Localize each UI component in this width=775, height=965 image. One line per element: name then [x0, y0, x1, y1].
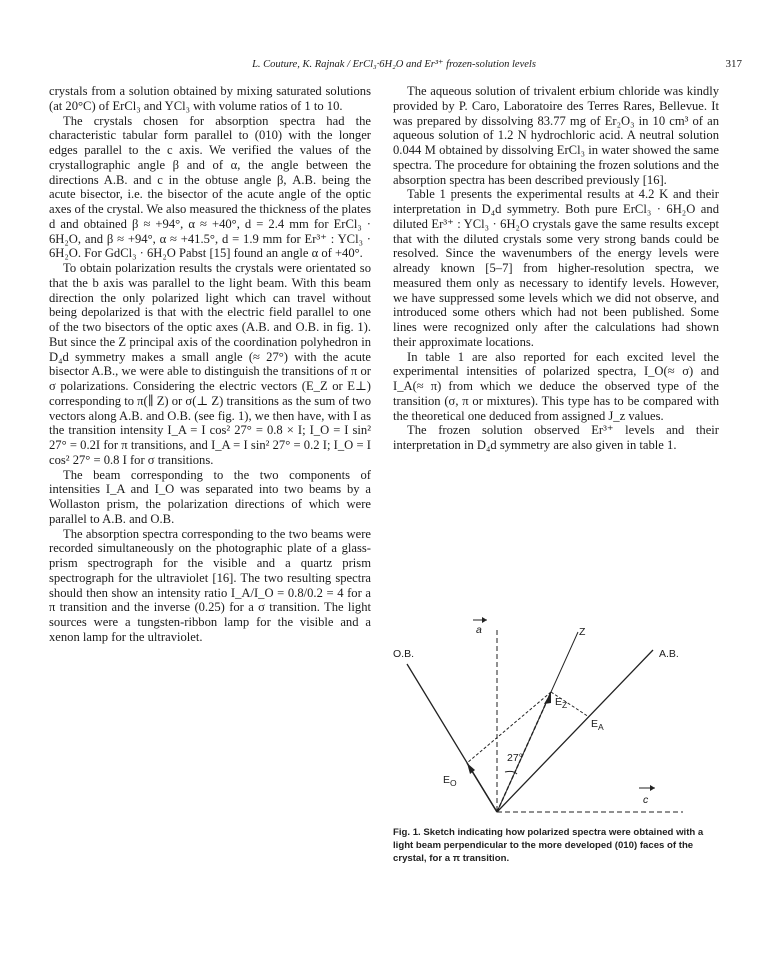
polarization-sketch: [393, 612, 723, 822]
ez-arrowhead: [544, 692, 551, 704]
eo-arrowhead: [467, 763, 475, 774]
page-header: [38, 58, 750, 74]
a-axis-label: a: [476, 624, 482, 636]
paragraph: The beam corresponding to the two components of intensities I_A and I_O was separated into two beams by a Wollaston prism, the polarization directions of which were parallel to A.B. and O.B.: [49, 467, 371, 526]
eo-label: $E_O$: [443, 774, 457, 789]
paragraph: The aqueous solution of trivalent erbium chloride was kindly provided by P. Caro, Laboratoire des Terres Rares, Bellevue. It was prepared by dissolving 83.77 mg of Er₂O₃ in 10 cm³ of an aqueous solution of 1.2 N hydrochloric acid. A neutral solution 0.044 M obtained by dissolving ErCl₃ in water showed the same spectra. The procedure for obtaining the frozen solutions and the absorption spectra has been described previously [16].: [393, 84, 719, 187]
ab-label: A.B.: [659, 648, 679, 660]
ez-label: $E_Z$: [555, 696, 568, 711]
running-head: L. Couture, K. Rajnak / ErCl₃·6H₂O and Er³⁺ frozen-solution levels: [252, 59, 536, 70]
z-axis-label: Z: [579, 626, 586, 638]
ob-label: O.B.: [393, 648, 415, 660]
angle-label: 27°: [507, 752, 523, 764]
paragraph: To obtain polarization results the crystals were orientated so that the b axis was parallel to the light beam. With this beam direction the only polarized light which can travel without being depolarized is that with the electric field parallel to one of the two bisectors of the optic axes (A.B. and O.B. in fig. 1). But since the Z principal axis of the coordination polyhedron in D₄d symmetry makes a small angle (≈ 27°) with the acute bisector A.B., we were able to distinguish the transitions of π or σ polarizations. Considering the electric vectors (E_Z or E⊥) corresponding to π(∥ Z) or σ(⊥ Z) transitions as the sum of two vectors along A.B. and O.B. (see fig. 1), we then have, with I as the transition intensity I_A = I cos² 27° = 0.8 × I; I_O = I sin² 27° = 0.2I for π transitions, and I_A = I sin² 27° = 0.2 I; I_O = I cos² 27° = 0.8 I for σ transitions.: [49, 261, 371, 467]
figure-caption: Fig. 1. Sketch indicating how polarized spectra were obtained with a light beam perpendicular to the more developed (010) faces of the crystal, for a π transition.: [393, 827, 704, 864]
page-number: 317: [725, 58, 742, 70]
paragraph: crystals from a solution obtained by mixing saturated solutions (at 20°C) of ErCl₃ and YCl₃ with volume ratios of 1 to 10.: [49, 84, 371, 113]
ea-label: $E_A$: [591, 718, 604, 733]
right-column: [393, 84, 719, 453]
paragraph: Table 1 presents the experimental results at 4.2 K and their interpretation in D₄d symmetry. Both pure ErCl₃ · 6H₂O and diluted Er³⁺ : YCl₃ · 6H₂O crystals gave the same results except that with the diluted crystals some very strong bands could be resolved. Since the wavenumbers of the energy levels were already known [5–7] from higher-resolution spectra, we measured them only as necessary to identify levels. However, we have suppressed some levels which we did not observe, and introduced some others which had not been published. Some lines were recognized only after the calculations had shown their approximate locations.: [393, 187, 719, 349]
paragraph: In table 1 are also reported for each excited level the experimental intensities of polarized spectra, I_O(≈ σ) and I_A(≈ π) from which we deduce the observed type of the transition (σ, π or mixtures). This type has to be compared with the theoretical one deduced from assigned J_z values.: [393, 349, 719, 423]
paragraph: The absorption spectra corresponding to the two beams were recorded simultaneously on the photographic plate of a glass-prism spectrograph for the visible and a quartz prism spectrograph for the ultraviolet [16]. The two resulting spectra should then show an intensity ratio I_A/I_O = 0.8/0.2 = 4 for a π transition and the inverse (0.25) for a σ transition. The light sources were a tungsten-ribbon lamp for the visible and a xenon lamp for the ultraviolet.: [49, 526, 371, 644]
paragraph: The frozen solution observed Er³⁺ levels and their interpretation in D₄d symmetry are also given in table 1.: [393, 423, 719, 452]
figure-1: [393, 612, 723, 822]
paragraph: The crystals chosen for absorption spectra had the characteristic tabular form parallel to (010) with the longer edges parallel to the c axis. We verified the values of the crystallographic angle β and of α, the angle between the directions A.B. and c in the obtuse angle β, A.B. being the acute bisector, i.e. the bisector of the acute angle of the optic axes of the crystal. We also measured the thickness of the plates d and obtained β ≈ +94°, α ≈ +40°, d = 2.4 mm for ErCl₃ · 6H₂O, and β ≈ +94°, α ≈ +41.5°, d = 1.9 mm for Er³⁺ : YCl₃ · 6H₂O. For GdCl₃ · 6H₂O Pabst [15] found an angle α of +40°.: [49, 113, 371, 261]
left-column: [49, 84, 371, 645]
c-axis-label: c: [643, 794, 649, 806]
ab-line: [497, 650, 653, 812]
